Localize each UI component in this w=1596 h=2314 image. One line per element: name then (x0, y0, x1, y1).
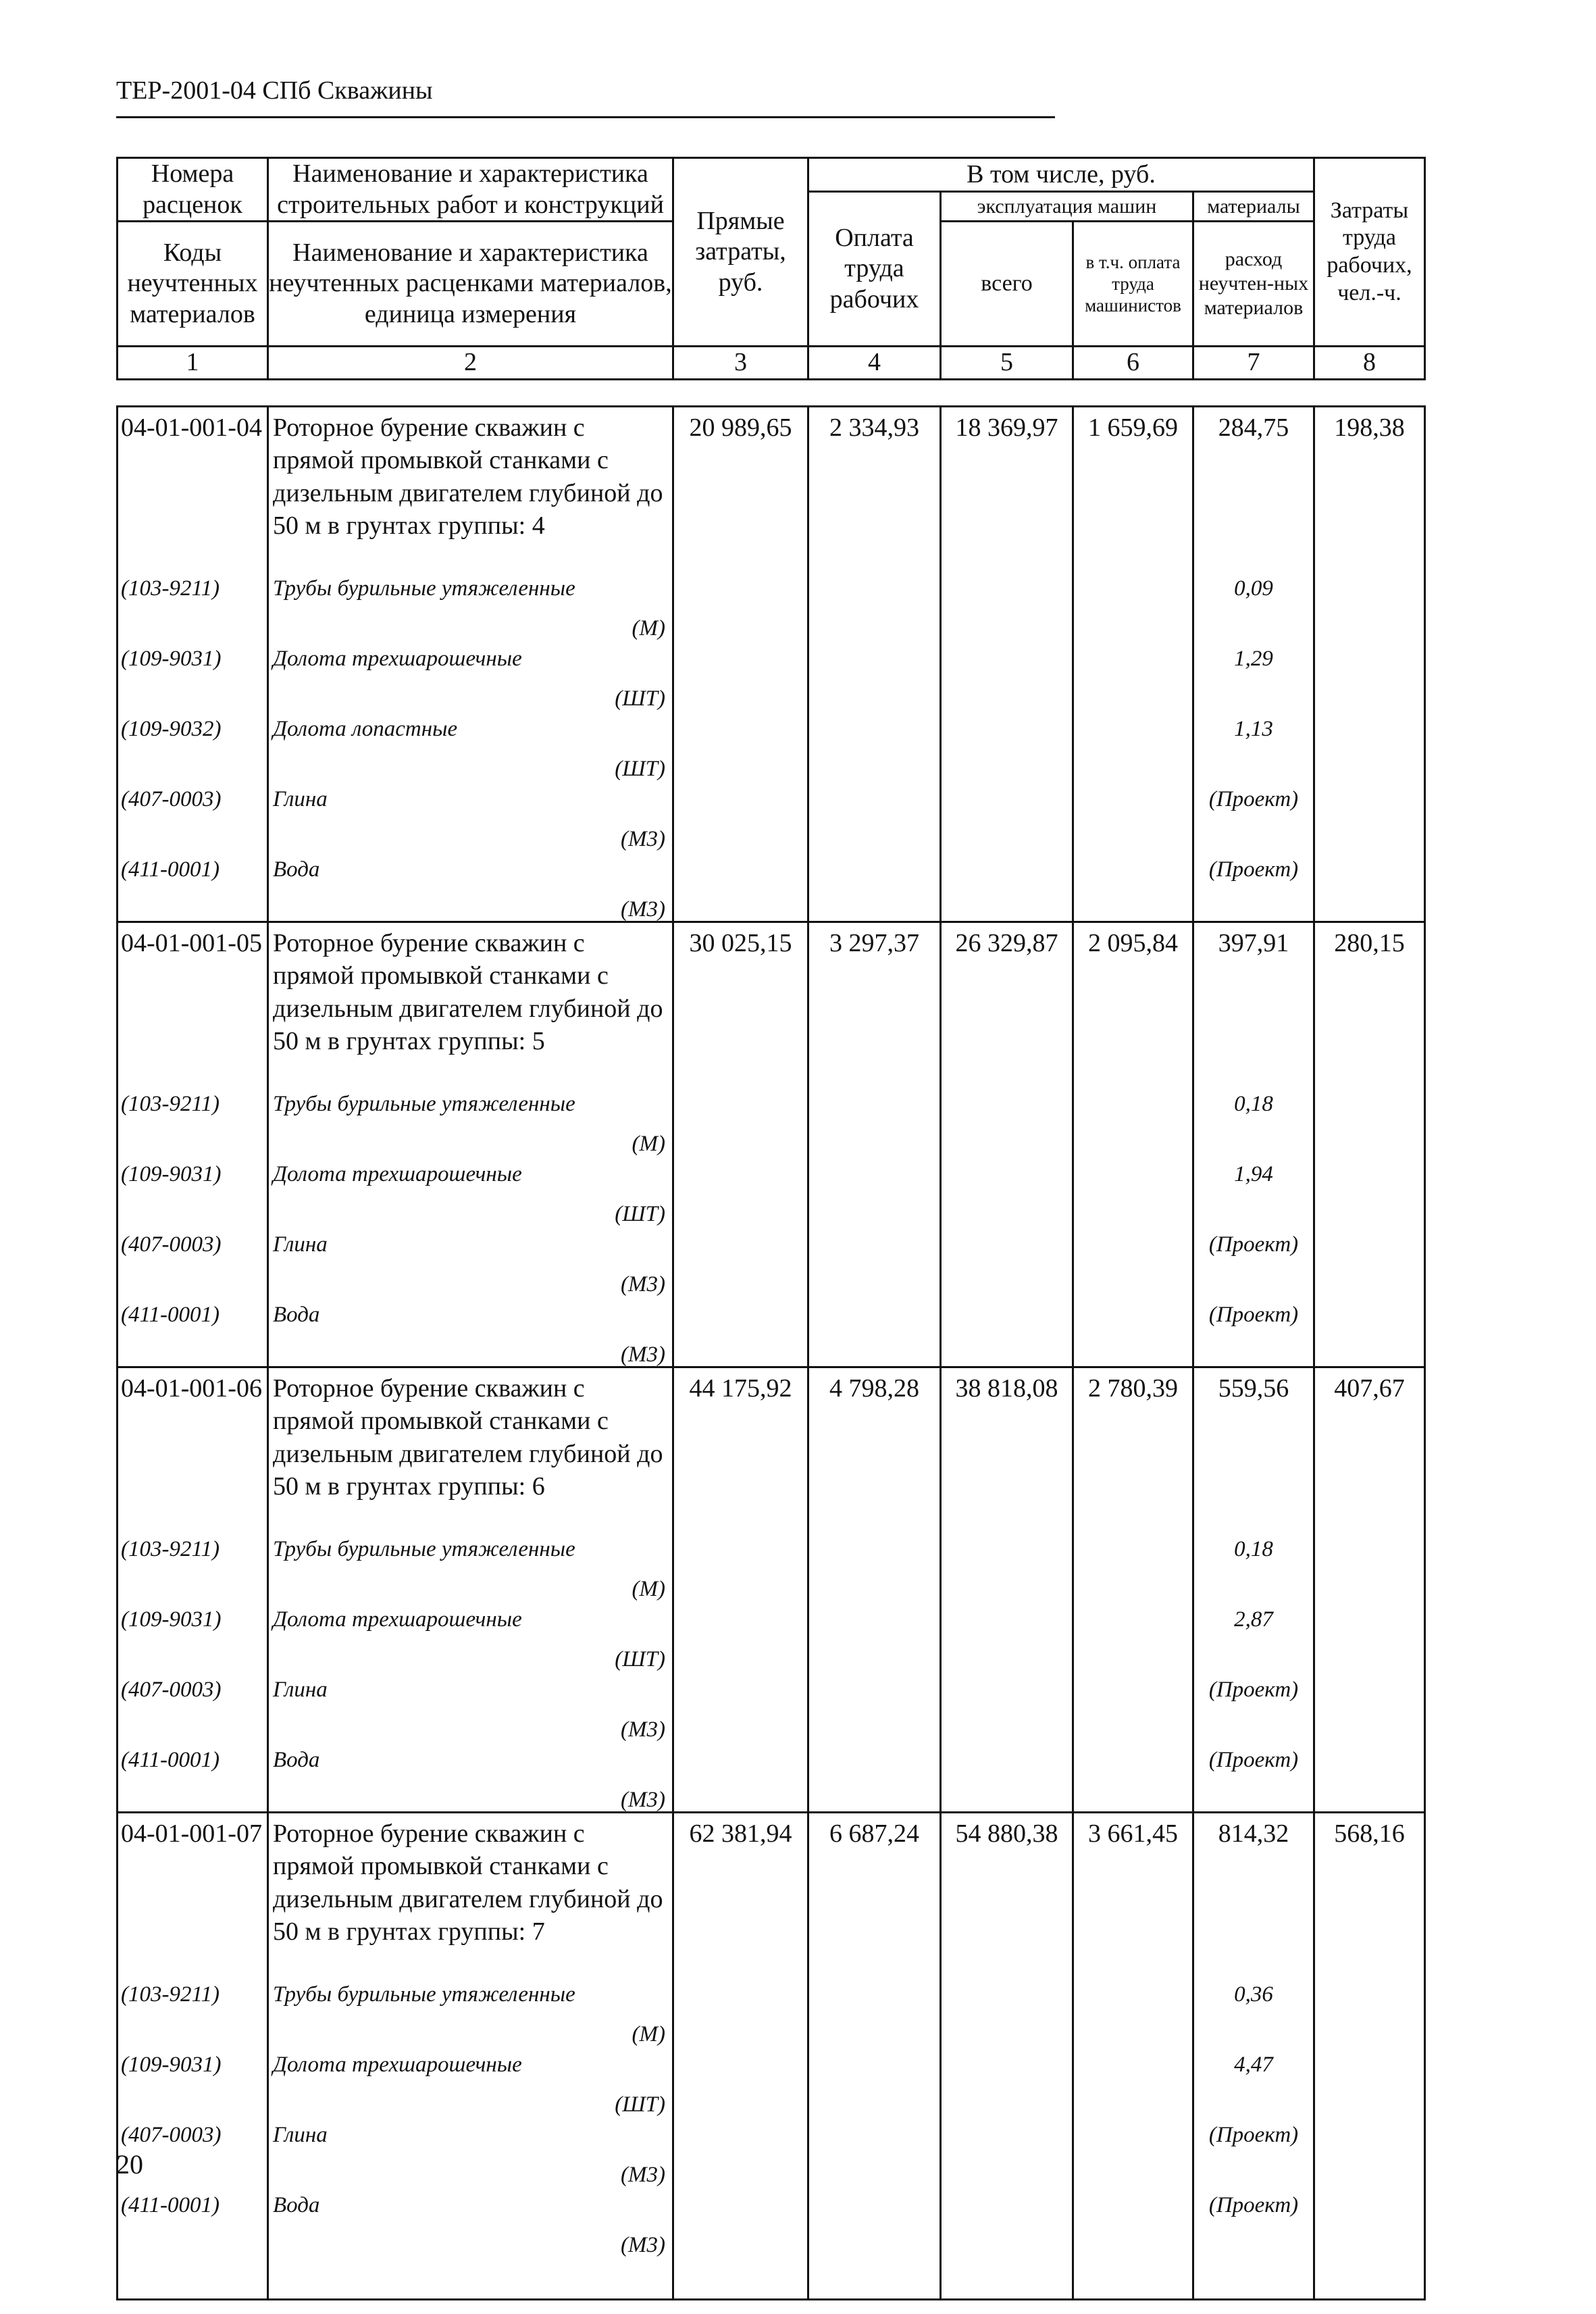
material-row (118, 851, 1425, 922)
machinists-pay-value: 2 095,84 (1073, 922, 1193, 1086)
rate-code: 04-01-001-06 (118, 1367, 268, 1531)
material-code: (103-9211) (118, 1085, 268, 1155)
labor-hours-value: 568,16 (1314, 1813, 1425, 1976)
machinists-pay-value: 3 661,45 (1073, 1813, 1193, 1976)
header-direct-costs: Прямые затраты, руб. (673, 158, 808, 347)
machines-total-value: 54 880,38 (941, 1813, 1073, 1976)
material-row (118, 1671, 1425, 1741)
material-code: (411-0001) (118, 2186, 268, 2257)
material-unit: (М) (632, 616, 665, 640)
material-consumption: (Проект) (1193, 2186, 1314, 2257)
material-code: (103-9211) (118, 1530, 268, 1601)
column-number: 4 (808, 347, 941, 380)
column-number: 8 (1314, 347, 1425, 380)
material-code: (109-9031) (118, 2046, 268, 2116)
material-code: (407-0003) (118, 780, 268, 851)
direct-costs-value: 62 381,94 (673, 1813, 808, 1976)
material-consumption: 1,13 (1193, 710, 1314, 780)
column-number: 6 (1073, 347, 1193, 380)
material-consumption: 2,87 (1193, 1601, 1314, 1671)
material-consumption: 1,94 (1193, 1155, 1314, 1226)
material-code: (103-9211) (118, 570, 268, 640)
header-machinists-pay: в т.ч. оплата труда машинистов (1073, 222, 1193, 347)
material-code: (411-0001) (118, 1296, 268, 1367)
material-unit: (М3) (621, 1717, 665, 1742)
materials-value: 814,32 (1193, 1813, 1314, 1976)
material-unit: (М3) (621, 1342, 665, 1367)
machines-total-value: 38 818,08 (941, 1367, 1073, 1531)
material-name: Долота трехшарошечные (273, 2053, 522, 2077)
material-code: (109-9031) (118, 1155, 268, 1226)
header-machines-total: всего (941, 222, 1073, 347)
rate-row (118, 407, 1425, 570)
material-unit: (М3) (621, 2163, 665, 2187)
rate-code: 04-01-001-04 (118, 407, 268, 570)
header-worker-pay: Оплата труда рабочих (808, 192, 941, 347)
material-consumption: 0,09 (1193, 570, 1314, 640)
material-code: (109-9031) (118, 1601, 268, 1671)
material-code: (103-9211) (118, 1976, 268, 2046)
material-name: Глина (273, 787, 328, 811)
materials-value: 397,91 (1193, 922, 1314, 1086)
material-consumption: (Проект) (1193, 1296, 1314, 1367)
rate-name: Роторное бурение скважин с прямой промывкой станками с дизельным двигателем глубиной до 50 м в грунтах группы: 7 (268, 1813, 673, 1976)
labor-hours-value: 280,15 (1314, 922, 1425, 1086)
material-name: Трубы бурильные утяжеленные (273, 1982, 575, 2007)
material-consumption: 4,47 (1193, 2046, 1314, 2116)
material-name: Вода (273, 1748, 320, 1772)
material-consumption: 0,18 (1193, 1530, 1314, 1601)
material-name: Долота лопастные (273, 717, 458, 741)
material-name: Долота трехшарошечные (273, 1607, 522, 1632)
material-row (118, 710, 1425, 780)
worker-pay-value: 6 687,24 (808, 1813, 941, 1976)
material-code: (407-0003) (118, 1671, 268, 1741)
header-material-codes: Коды неучтенных материалов (118, 222, 268, 347)
column-number: 5 (941, 347, 1073, 380)
material-name: Трубы бурильные утяжеленные (273, 1537, 575, 1561)
labor-hours-value: 407,67 (1314, 1367, 1425, 1531)
worker-pay-value: 3 297,37 (808, 922, 941, 1086)
material-name: Трубы бурильные утяжеленные (273, 576, 575, 601)
title-rule (116, 116, 1055, 118)
material-unit: (М3) (621, 1788, 665, 1812)
column-number: 2 (268, 347, 673, 380)
header-machine-operation: эксплуатация машин (941, 192, 1193, 222)
material-unit: (М3) (621, 897, 665, 922)
material-row (118, 1226, 1425, 1296)
materials-value: 284,75 (1193, 407, 1314, 570)
labor-hours-value: 198,38 (1314, 407, 1425, 570)
material-row (118, 1530, 1425, 1601)
machines-total-value: 18 369,97 (941, 407, 1073, 570)
header-unaccounted-materials: расход неучтен-ных материалов (1193, 222, 1314, 347)
material-name: Вода (273, 857, 320, 882)
material-unit: (ШТ) (615, 757, 665, 781)
material-row (118, 1741, 1425, 1813)
worker-pay-value: 2 334,93 (808, 407, 941, 570)
material-row (118, 2116, 1425, 2186)
direct-costs-value: 30 025,15 (673, 922, 808, 1086)
material-consumption: (Проект) (1193, 2116, 1314, 2186)
rates-table (116, 405, 1426, 2300)
material-code: (407-0003) (118, 2116, 268, 2186)
material-consumption: 0,36 (1193, 1976, 1314, 2046)
worker-pay-value: 4 798,28 (808, 1367, 941, 1531)
header-labor-hours: Затраты труда рабочих, чел.-ч. (1314, 158, 1425, 347)
material-code: (411-0001) (118, 1741, 268, 1813)
material-row (118, 1601, 1425, 1671)
material-row (118, 780, 1425, 851)
machinists-pay-value: 2 780,39 (1073, 1367, 1193, 1531)
material-name: Глина (273, 1232, 328, 1257)
material-unit: (ШТ) (615, 1647, 665, 1671)
material-unit: (М) (632, 2022, 665, 2046)
material-name: Глина (273, 1678, 328, 1702)
header-material-names: Наименование и характеристика неучтенных расценками материалов, единица измерения (268, 222, 673, 347)
material-unit: (М) (632, 1132, 665, 1156)
material-consumption: (Проект) (1193, 1741, 1314, 1813)
material-name: Глина (273, 2123, 328, 2147)
material-unit: (М3) (621, 2233, 665, 2257)
material-unit: (ШТ) (615, 1202, 665, 1226)
material-consumption: (Проект) (1193, 1226, 1314, 1296)
material-row (118, 1155, 1425, 1226)
machines-total-value: 26 329,87 (941, 922, 1073, 1086)
material-row (118, 570, 1425, 640)
material-name: Трубы бурильные утяжеленные (273, 1092, 575, 1116)
material-consumption: 1,29 (1193, 640, 1314, 710)
table-bottom-spacer (118, 2257, 1425, 2300)
rate-name: Роторное бурение скважин с прямой промывкой станками с дизельным двигателем глубиной до 50 м в грунтах группы: 4 (268, 407, 673, 570)
column-numbers-row (118, 347, 1425, 380)
rate-code: 04-01-001-05 (118, 922, 268, 1086)
material-consumption: (Проект) (1193, 780, 1314, 851)
material-unit: (М3) (621, 1272, 665, 1297)
material-consumption: (Проект) (1193, 851, 1314, 922)
material-name: Вода (273, 1303, 320, 1327)
material-code: (411-0001) (118, 851, 268, 922)
material-unit: (М) (632, 1577, 665, 1601)
material-unit: (М3) (621, 827, 665, 851)
rate-row (118, 1813, 1425, 1976)
material-name: Долота трехшарошечные (273, 647, 522, 671)
direct-costs-value: 20 989,65 (673, 407, 808, 570)
material-unit: (ШТ) (615, 2092, 665, 2117)
rate-row (118, 922, 1425, 1086)
header-work-name: Наименование и характеристика строительных работ и конструкций (268, 158, 673, 222)
direct-costs-value: 44 175,92 (673, 1367, 808, 1531)
material-name: Вода (273, 2193, 320, 2217)
material-row (118, 2186, 1425, 2257)
rate-code: 04-01-001-07 (118, 1813, 268, 1976)
material-row (118, 1976, 1425, 2046)
header-rate-numbers: Номера расценок (118, 158, 268, 222)
rate-row (118, 1367, 1425, 1531)
material-row (118, 2046, 1425, 2116)
column-number: 3 (673, 347, 808, 380)
column-number: 7 (1193, 347, 1314, 380)
material-code: (109-9031) (118, 640, 268, 710)
material-name: Долота трехшарошечные (273, 1162, 522, 1186)
machinists-pay-value: 1 659,69 (1073, 407, 1193, 570)
document-title: ТЕР-2001-04 СПб Скважины (116, 76, 433, 105)
page-number: 20 (116, 2149, 143, 2180)
material-code: (109-9032) (118, 710, 268, 780)
material-consumption: 0,18 (1193, 1085, 1314, 1155)
material-consumption: (Проект) (1193, 1671, 1314, 1741)
rate-name: Роторное бурение скважин с прямой промывкой станками с дизельным двигателем глубиной до 50 м в грунтах группы: 6 (268, 1367, 673, 1531)
material-row (118, 1085, 1425, 1155)
materials-value: 559,56 (1193, 1367, 1314, 1531)
header-materials: материалы (1193, 192, 1314, 222)
table-header (116, 157, 1426, 380)
rate-name: Роторное бурение скважин с прямой промывкой станками с дизельным двигателем глубиной до 50 м в грунтах группы: 5 (268, 922, 673, 1086)
header-including: В том числе, руб. (808, 158, 1314, 192)
column-number: 1 (118, 347, 268, 380)
material-row (118, 640, 1425, 710)
material-code: (407-0003) (118, 1226, 268, 1296)
material-unit: (ШТ) (615, 686, 665, 711)
material-row (118, 1296, 1425, 1367)
